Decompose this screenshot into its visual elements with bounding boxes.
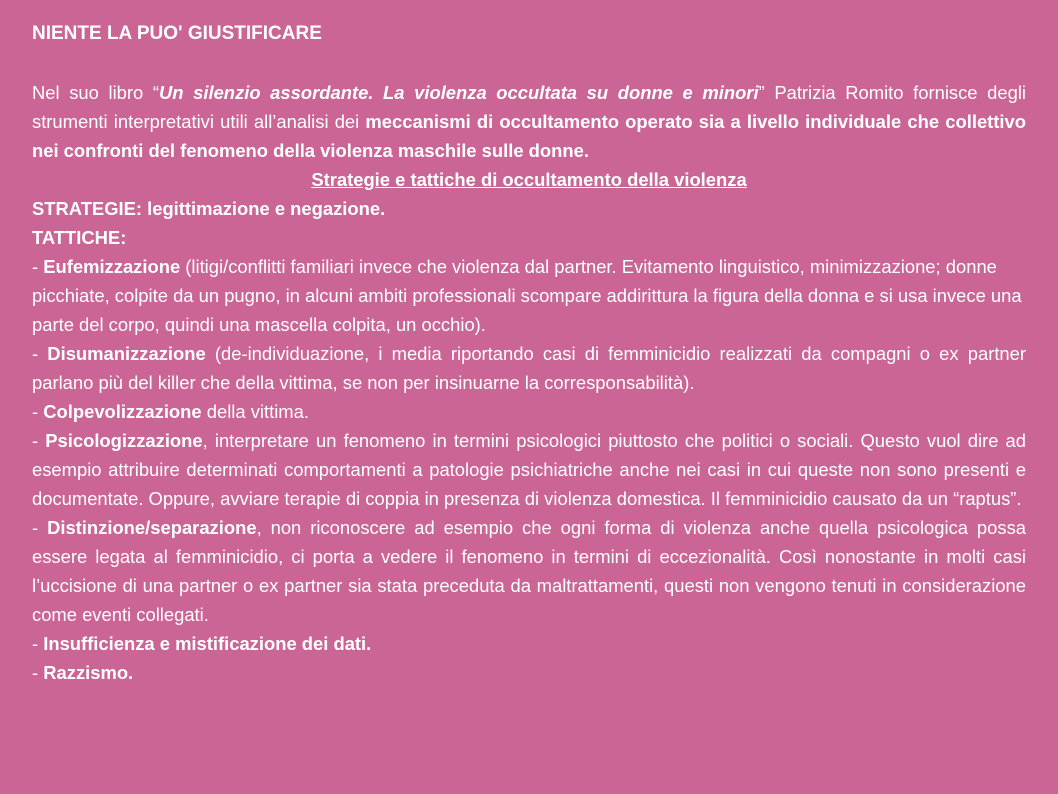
item-term: Insufficienza e mistificazione dei dati. [43, 633, 372, 654]
item-text: , non riconoscere ad esempio che ogni forma di violenza anche quella psicologica possa essere legata al femminicidio, ci porta a vedere il fenomeno in termini di eccezionalità. Così nonostante in molti casi l’uccisione di una partner o ex partner sia stata preceduta da maltrattamenti, questi non vengono tenuti in considerazione come eventi collegati. [32, 517, 1026, 625]
item-prefix: - [32, 430, 46, 451]
list-item [32, 339, 1026, 397]
item-prefix: - [32, 256, 44, 277]
item-term: Distinzione/separazione [47, 517, 257, 538]
tattiche-text: TATTICHE: [32, 227, 127, 248]
item-term: Razzismo. [43, 662, 134, 683]
slide-title: NIENTE LA PUO' GIUSTIFICARE [32, 23, 322, 44]
intro-text-2: ” Patrizia Romito fornisce degli strumenti interpretativi utili all’analisi dei [32, 82, 1027, 132]
strategie-line [32, 194, 1026, 223]
item-term: Disumanizzazione [47, 343, 206, 364]
item-text: (litigi/conflitti familiari invece che violenza dal partner. Evitamento linguistico, minimizzazione; donne picchiate, colpite da un pugno, in alcuni ambiti professionali scompare addirittura la figura della donna e si usa invece una parte del corpo, quindi una mascella colpita, un occhio). [32, 256, 1022, 335]
list-item [32, 513, 1026, 629]
item-term: Colpevolizzazione [43, 401, 202, 422]
list-item [32, 397, 1026, 426]
item-term: Psicologizzazione [45, 430, 203, 451]
item-prefix: - [32, 633, 44, 654]
item-prefix: - [32, 517, 48, 538]
item-prefix: - [32, 343, 48, 364]
list-item [32, 426, 1026, 513]
item-term: Eufemizzazione [43, 256, 181, 277]
subtitle-text: Strategie e tattiche di occultamento della violenza [311, 169, 747, 190]
strategie-text: STRATEGIE: legittimazione e negazione. [32, 198, 386, 219]
item-prefix: - [32, 662, 44, 683]
book-title: Un silenzio assordante. La violenza occultata su donne e minori [158, 82, 759, 103]
list-item [32, 252, 1026, 339]
intro-paragraph [32, 78, 1026, 165]
section-subtitle [32, 165, 1026, 194]
item-prefix: - [32, 401, 44, 422]
slide-content [32, 78, 1026, 687]
intro-text-1: Nel suo libro “ [32, 82, 159, 103]
list-item [32, 658, 1026, 687]
item-text: (de-individuazione, i media riportando casi di femminicidio realizzati da compagni o ex partner parlano più del killer che della vittima, se non per insinuarne la corresponsabilità). [32, 343, 1027, 393]
item-text: , interpretare un fenomeno in termini psicologici piuttosto che politici o sociali. Questo vuol dire ad esempio attribuire determinati comportamenti a patologie psichiatriche anche nei casi in cui queste non sono presenti e documentate. Oppure, avviare terapie di coppia in presenza di violenza domestica. Il femminicidio causato da un “raptus”. [32, 430, 1027, 509]
list-item [32, 629, 1026, 658]
intro-bold-text: meccanismi di occultamento operato sia a livello individuale che collettivo nei confronti del fenomeno della violenza maschile sulle donne. [32, 111, 1026, 161]
tattiche-label [32, 223, 1026, 252]
item-text: della vittima. [201, 401, 309, 422]
